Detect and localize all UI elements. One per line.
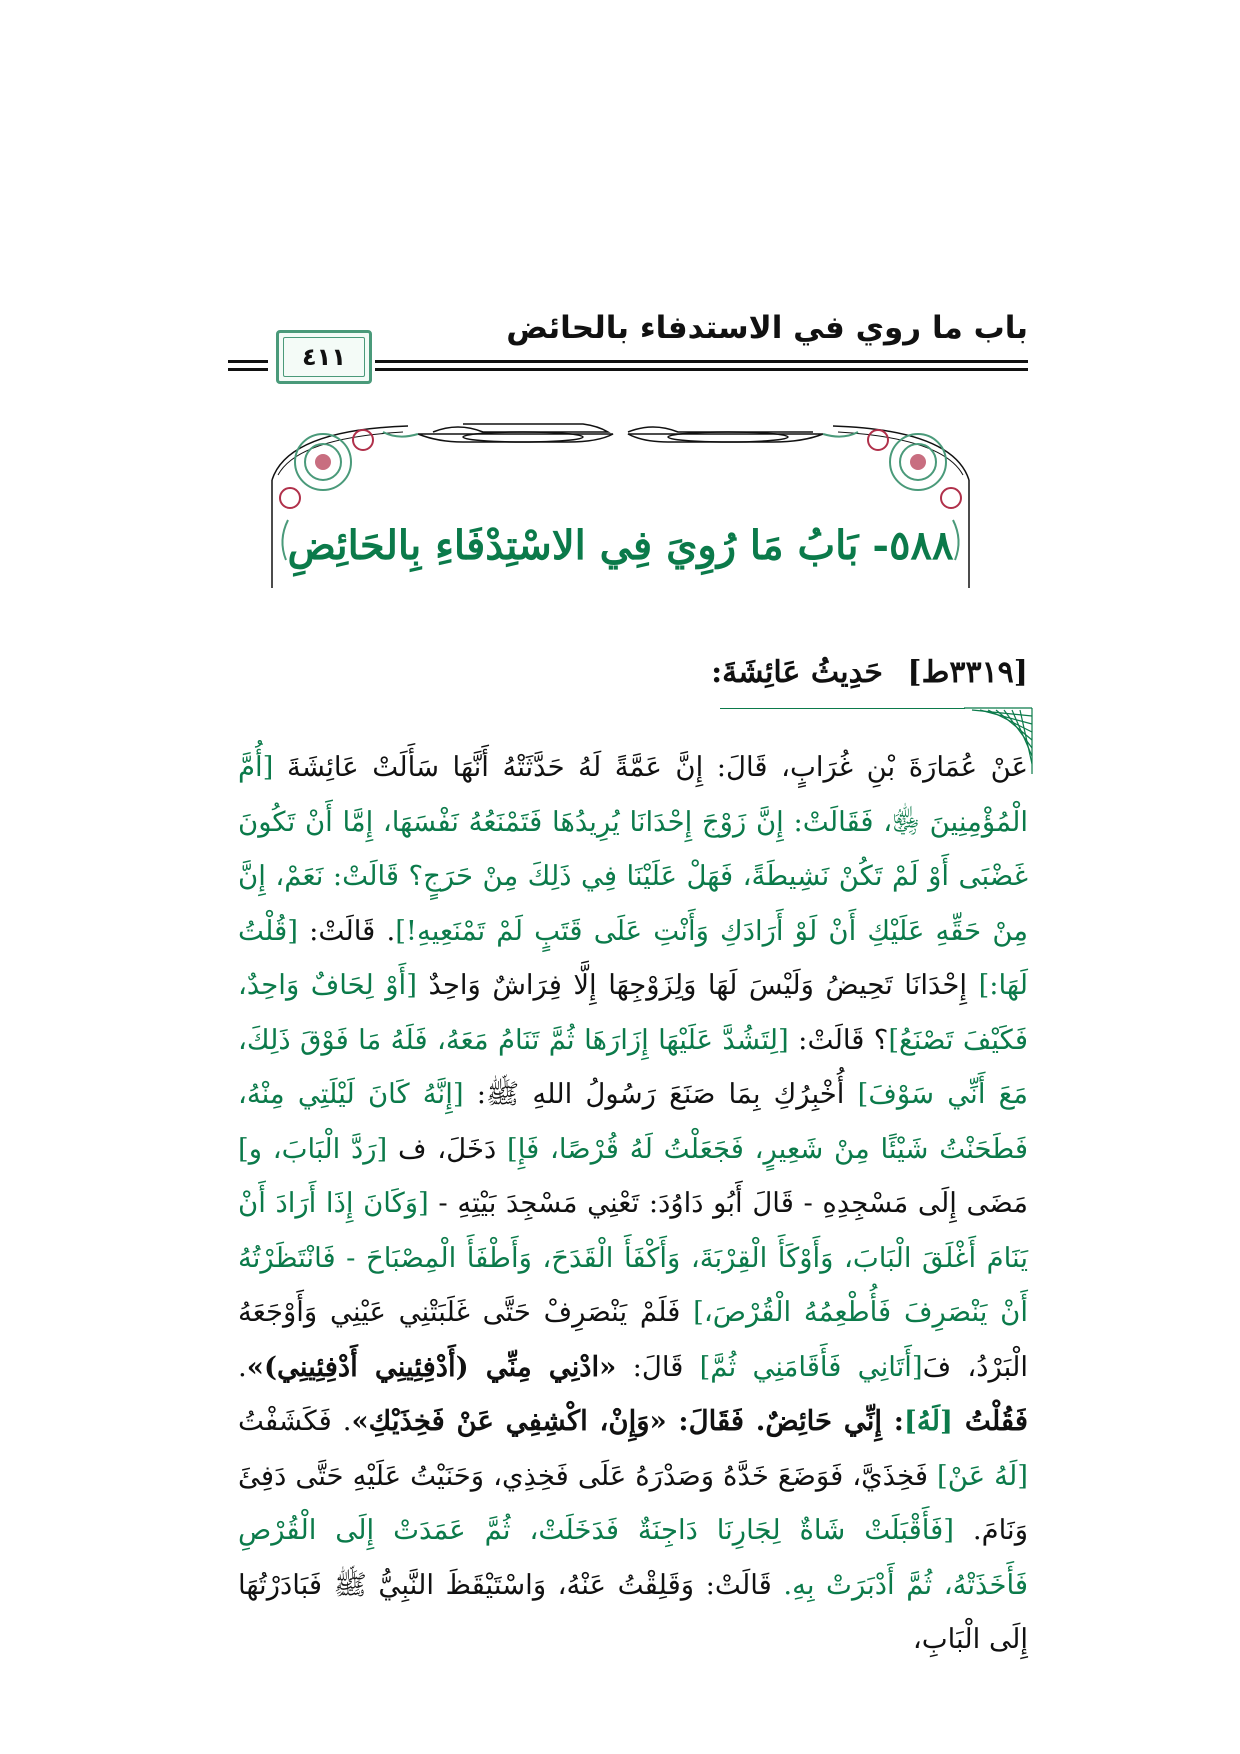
page-number-badge [276, 330, 372, 384]
hadith-text [238, 740, 1028, 1667]
text-segment: ؟ قَالَتْ: [788, 1023, 889, 1056]
text-segment: . فَكَشَفْتُ [238, 1405, 352, 1437]
text-segment: . [238, 1350, 247, 1383]
chapter-title: ٥٨٨- بَابُ مَا رُوِيَ فِي الاسْتِدْفَاءِ بِالحَائِضِ [287, 522, 954, 569]
text-top-rule [720, 708, 965, 709]
text-segment: فَلَمْ يَنْصَرِفْ حَتَّى غَلَبَتْنِي عَيْنِي وَأَوْجَعَهُ الْبَرْدُ، فَ [238, 1296, 1028, 1383]
text-segment: فَخِذَيَّ، فَوَضَعَ خَدَّهُ وَصَدْرَهُ عَلَى فَخِذِي، وَحَنَيْتُ عَلَيْهِ حَتَّى دَفِئَ وَنَامَ. [238, 1459, 1028, 1546]
text-segment: مَضَى إِلَى مَسْجِدِهِ - قَالَ أَبُو دَاوُدَ: تَعْنِي مَسْجِدَ بَيْتِهِ - [428, 1187, 1028, 1219]
text-segment: أُخْبِرُكِ بِمَا صَنَعَ رَسُولُ اللهِ ﷺ: [463, 1078, 858, 1110]
text-segment: دَخَلَ، ف [387, 1132, 507, 1165]
text-segment-bracket: [أُمَّ الْمُؤْمِنِينَ ﵂، فَقَالَتْ: إِنَّ زَوْجَ إِحْدَانَا يُرِيدُهَا فَتَمْنَعُهُ نَفْسَهَا، إِمَّا أَنْ تَكُونَ غَضْبَى أَوْ لَمْ تَكُنْ نَشِيطَةً، فَهَلْ عَلَيْنَا فِي ذَلِكَ مِنْ حَرَجٍ؟ قَالَتْ: نَعَمْ، إِنَّ مِنْ حَقِّهِ عَلَيْكِ أَنْ لَوْ أَرَادَكِ وَأَنْتِ عَلَى قَتَبٍ لَمْ تَمْنَعِيهِ!] [238, 751, 1028, 947]
text-segment-bracket: [إِنَّهُ كَانَ لَيْلَتِي مِنْهُ، فَطَحَنْتُ شَيْئًا مِنْ شَعِيرٍ، فَجَعَلْتُ لَهُ قُرْصًا، فَإِ] [238, 1078, 1028, 1165]
text-segment-bracket: [فَأَقْبَلَتْ شَاةٌ لِجَارِنَا دَاجِنَةٌ فَدَخَلَتْ، ثُمَّ عَمَدَتْ إِلَى الْقُرْصِ فَأَخَذَتْهُ، ثُمَّ أَدْبَرَتْ بِهِ. [238, 1514, 1028, 1601]
text-segment-bracket: [وَكَانَ إِذَا أَرَادَ أَنْ يَنَامَ أَغْلَقَ الْبَابَ، وَأَوْكَأَ الْقِرْبَةَ، وَأَكْفَأَ الْقَدَحَ، وَأَطْفَأَ الْمِصْبَاحَ - فَانْتَظَرْتُهُ أَنْ يَنْصَرِفَ فَأُطْعِمُهُ الْقُرْصَ،] [238, 1187, 1028, 1328]
chapter-frame [268, 420, 973, 590]
text-segment: . قَالَتْ: [297, 914, 396, 947]
text-segment-bold: فَقُلْتُ [964, 1405, 1028, 1437]
text-segment-bracket: [رَدَّ الْبَابَ، و] [238, 1132, 388, 1165]
hadith-paragraph [238, 740, 1028, 1667]
header-rule [228, 368, 268, 371]
text-segment-bracket: [أَوْ لِحَافٌ وَاحِدٌ، فَكَيْفَ تَصْنَعُ] [238, 969, 1028, 1056]
prophet-speech: «ادْنِي مِنِّي (أَدْفِئِينِي أَدْفِئِينِي)» [246, 1350, 617, 1383]
text-segment-bracket: [لِتَشُدَّ عَلَيْهَا إِزَارَهَا ثُمَّ تَنَامُ مَعَهُ، فَلَهُ مَا فَوْقَ ذَلِكَ، مَعَ أَنِّي سَوْفَ] [238, 1023, 1028, 1110]
section-title: حَدِيثُ عَائِشَةَ: [711, 655, 883, 690]
running-title: باب ما روي في الاستدفاء بالحائض [506, 310, 1028, 346]
text-segment-bracket: [لَهُ عَنْ] [937, 1459, 1028, 1492]
section-heading [711, 655, 1028, 690]
text-segment-bracket: [لَهُ] [903, 1405, 965, 1437]
running-header [0, 310, 1240, 380]
text-segment: قَالَتْ: وَقَلِقْتُ عَنْهُ، وَاسْتَيْقَظَ النَّبِيُّ ﷺ فَبَادَرْتُهَا إِلَى الْبَابِ، [238, 1568, 1028, 1655]
header-rule [375, 360, 1028, 363]
text-segment: إِحْدَانَا تَحِيضُ وَلَيْسَ لَهَا وَلِزَوْجِهَا إِلَّا فِرَاشٌ وَاحِدٌ [416, 969, 979, 1001]
text-segment: قَالَ: [616, 1350, 700, 1383]
prophet-speech: : إِنِّي حَائِضٌ. فَقَالَ: «وَإِنْ، اكْشِفِي عَنْ فَخِذَيْكِ» [351, 1405, 904, 1437]
header-rule [228, 360, 268, 363]
text-segment-bracket: [قُلْتُ لَهَا:] [238, 914, 1028, 1001]
text-segment-bracket: [أَتَانِي فَأَقَامَنِي ثُمَّ] [699, 1350, 923, 1383]
header-rule [375, 368, 1028, 371]
page-number: ٤١١ [302, 343, 346, 371]
text-segment: عَنْ عُمَارَةَ بْنِ غُرَابٍ، قَالَ: إِنَّ عَمَّةً لَهُ حَدَّثَتْهُ أَنَّهَا سَأَلَتْ عَائِشَةَ [273, 751, 1028, 783]
hadith-reference: [٣٣١٩ط] [907, 655, 1028, 690]
